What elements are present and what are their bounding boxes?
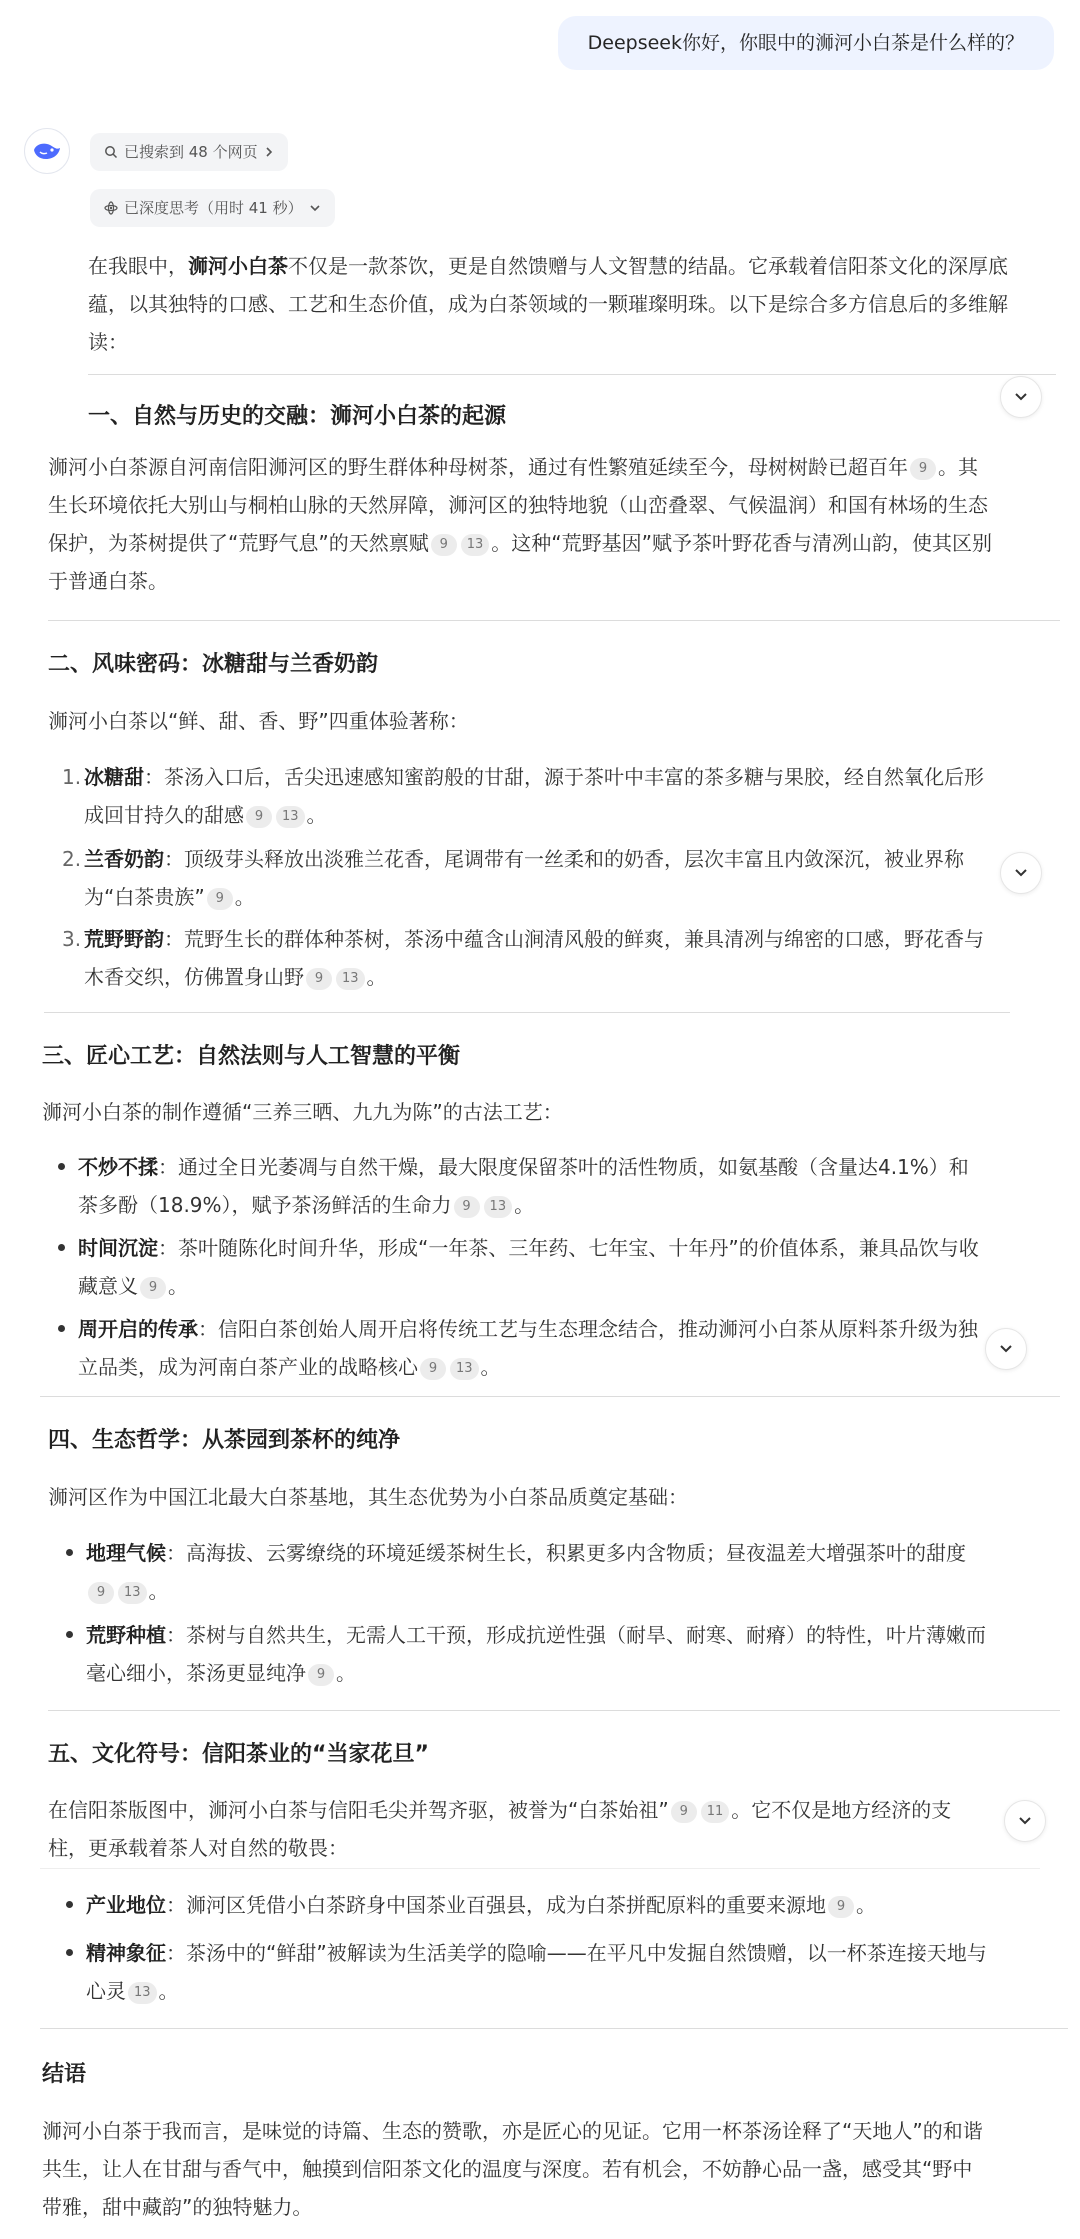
list-item: 荒野种植：茶树与自然共生，无需人工干预，形成抗逆性强（耐旱、耐寒、耐瘠）的特性，叶片薄嫩而 毫心细小，茶汤更显纯净 9 。 [86,1616,1060,1692]
section-intro: 浉河区作为中国江北最大白茶基地，其生态优势为小白茶品质奠定基础： [48,1485,688,1509]
collapse-button[interactable] [1000,376,1042,418]
citation-badge[interactable]: 13 [118,1582,147,1604]
citation-badge[interactable]: 9 [420,1358,446,1380]
citation-badge[interactable]: 9 [454,1196,480,1218]
divider [40,1868,1040,1869]
citation-badge[interactable]: 9 [671,1801,697,1823]
citation-badge[interactable]: 13 [276,806,305,828]
divider [48,620,1060,621]
citation-badge[interactable]: 9 [308,1664,334,1686]
list-item: 2. 兰香奶韵：顶级芽头释放出淡雅兰花香，尾调带有一丝柔和的奶香，层次丰富且内敛深沉，被业界称 为“白茶贵族” 9 。 [62,847,964,909]
section-title: 结语 [42,2062,87,2087]
chevron-down-icon [309,203,321,213]
citation-badge[interactable]: 9 [246,806,272,828]
list-item: 时间沉淀：茶叶随陈化时间升华，形成“一年茶、三年药、七年宝、十年丹”的价值体系，兼具品饮与收 藏意义 9 。 [78,1229,1058,1305]
chevron-down-icon [1013,391,1029,403]
citation-badge[interactable]: 9 [910,458,936,480]
divider [44,1012,1010,1013]
collapse-button[interactable] [1000,852,1042,894]
search-results-chip[interactable] [90,133,288,171]
list-item: 精神象征：茶汤中的“鲜甜”被解读为生活美学的隐喻——在平凡中发掘自然馈赠，以一杯茶连接天地与 心灵 13 。 [86,1934,1060,2010]
citation-badge[interactable]: 9 [88,1582,114,1604]
citation-badge[interactable]: 11 [701,1801,730,1823]
user-message-text: Deepseek你好，你眼中的浉河小白茶是什么样的？ [587,32,1024,54]
think-chip-label: 已深度思考（用时 41 秒） [124,199,303,217]
citation-badge[interactable]: 13 [461,534,490,556]
citation-badge[interactable]: 9 [140,1277,166,1299]
list-item: 1. 冰糖甜：茶汤入口后，舌尖迅速感知蜜韵般的甘甜，源于茶叶中丰富的茶多糖与果胶，经自然氧化后形 成回甘持久的甜感 9 13 。 [62,765,984,827]
user-message-bubble [558,16,1054,70]
search-chip-label: 已搜索到 48 个网页 [124,143,258,161]
citation-badge[interactable]: 13 [128,1982,157,2004]
list-item: 地理气候：高海拔、云雾缭绕的环境延缓茶树生长，积累更多内含物质；昼夜温差大增强茶叶的甜度 9 13 。 [86,1534,1060,1610]
list-item: 周开启的传承：信阳白茶创始人周开启将传统工艺与生态理念结合，推动浉河小白茶从原料茶升级为独 立品类，成为河南白茶产业的战略核心 9 13 。 [78,1310,1058,1386]
atom-icon [104,201,118,215]
list-item: 不炒不揉：通过全日光萎凋与自然干燥，最大限度保留茶叶的活性物质，如氨基酸（含量达4.1%）和 茶多酚（18.9%），赋予茶汤鲜活的生命力 9 13 。 [78,1148,1058,1224]
deep-think-chip[interactable] [90,189,335,227]
divider [40,2028,1068,2029]
section-5-intro: 在信阳茶版图中，浉河小白茶与信阳毛尖并驾齐驱，被誉为“白茶始祖” 9 11 。它不仅是地方经济的支 柱，更承载着茶人对自然的敬畏： [48,1798,952,1860]
conclusion-body: 浉河小白茶于我而言，是味觉的诗篇、生态的赞歌，亦是匠心的见证。它用一杯茶汤诠释了“天地人”的和谐 共生，让人在甘甜与香气中，触摸到信阳茶文化的温度与深度。若有机会，不妨静心品一盏，感受其“野中 带雅，甜中藏韵”的独特魅力。 [42,2119,983,2219]
list-item: 3. 荒野野韵：荒野生长的群体种茶树，茶汤中蕴含山涧清风般的鲜爽，兼具清冽与绵密的口感，野花香与 木香交织，仿佛置身山野 9 13 。 [62,927,984,989]
citation-badge[interactable]: 9 [306,968,332,990]
citation-badge[interactable]: 9 [207,888,233,910]
citation-badge[interactable]: 13 [484,1196,513,1218]
section-intro: 浉河小白茶以“鲜、甜、香、野”四重体验著称： [48,709,469,733]
section-title: 四、生态哲学：从茶园到茶杯的纯净 [48,1428,401,1453]
intro-paragraph: 在我眼中，浉河小白茶不仅是一款茶饮，更是自然馈赠与人文智慧的结晶。它承载着信阳茶文化的深厚底 蕴，以其独特的口感、工艺和生态价值，成为白茶领域的一颗璀璨明珠。以下是综合多方信息后的多维解 读： [88,254,1008,354]
search-refresh-icon [104,145,118,159]
deepseek-whale-icon [24,128,70,174]
citation-badge[interactable]: 9 [828,1896,854,1918]
section-intro: 浉河小白茶的制作遵循“三养三晒、九九为陈”的古法工艺： [42,1100,563,1124]
section-title: 二、风味密码：冰糖甜与兰香奶韵 [48,652,379,677]
citation-badge[interactable]: 13 [336,968,365,990]
chevron-right-icon [264,146,274,158]
citation-badge[interactable]: 9 [431,534,457,556]
section-1-body: 浉河小白茶源自河南信阳浉河区的野生群体种母树茶，通过有性繁殖延续至今，母树树龄已超百年 9 。其 生长环境依托大别山与桐柏山脉的天然屏障，浉河区的独特地貌（山峦叠翠、气候温润）和国有林场的生态 保护，为茶树提供了“荒野气息”的天然禀赋 9 13 。这种“荒野基因”赋予茶叶野花香与清冽山韵，使其区别 于普通白茶。 [48,455,993,593]
collapse-button[interactable] [1004,1800,1046,1842]
section-title: 一、自然与历史的交融：浉河小白茶的起源 [88,404,507,429]
chevron-down-icon [1013,867,1029,879]
section-title: 五、文化符号：信阳茶业的“当家花旦” [48,1742,429,1767]
divider [88,374,1056,375]
chevron-down-icon [998,1343,1014,1355]
collapse-button[interactable] [985,1328,1027,1370]
list-item: 产业地位：浉河区凭借小白茶跻身中国茶业百强县，成为白茶拼配原料的重要来源地 9 。 [86,1886,1060,1924]
citation-badge[interactable]: 13 [450,1358,479,1380]
chevron-down-icon [1017,1815,1033,1827]
section-title: 三、匠心工艺：自然法则与人工智慧的平衡 [42,1044,461,1069]
divider [40,1396,1060,1397]
divider [48,1710,1060,1711]
